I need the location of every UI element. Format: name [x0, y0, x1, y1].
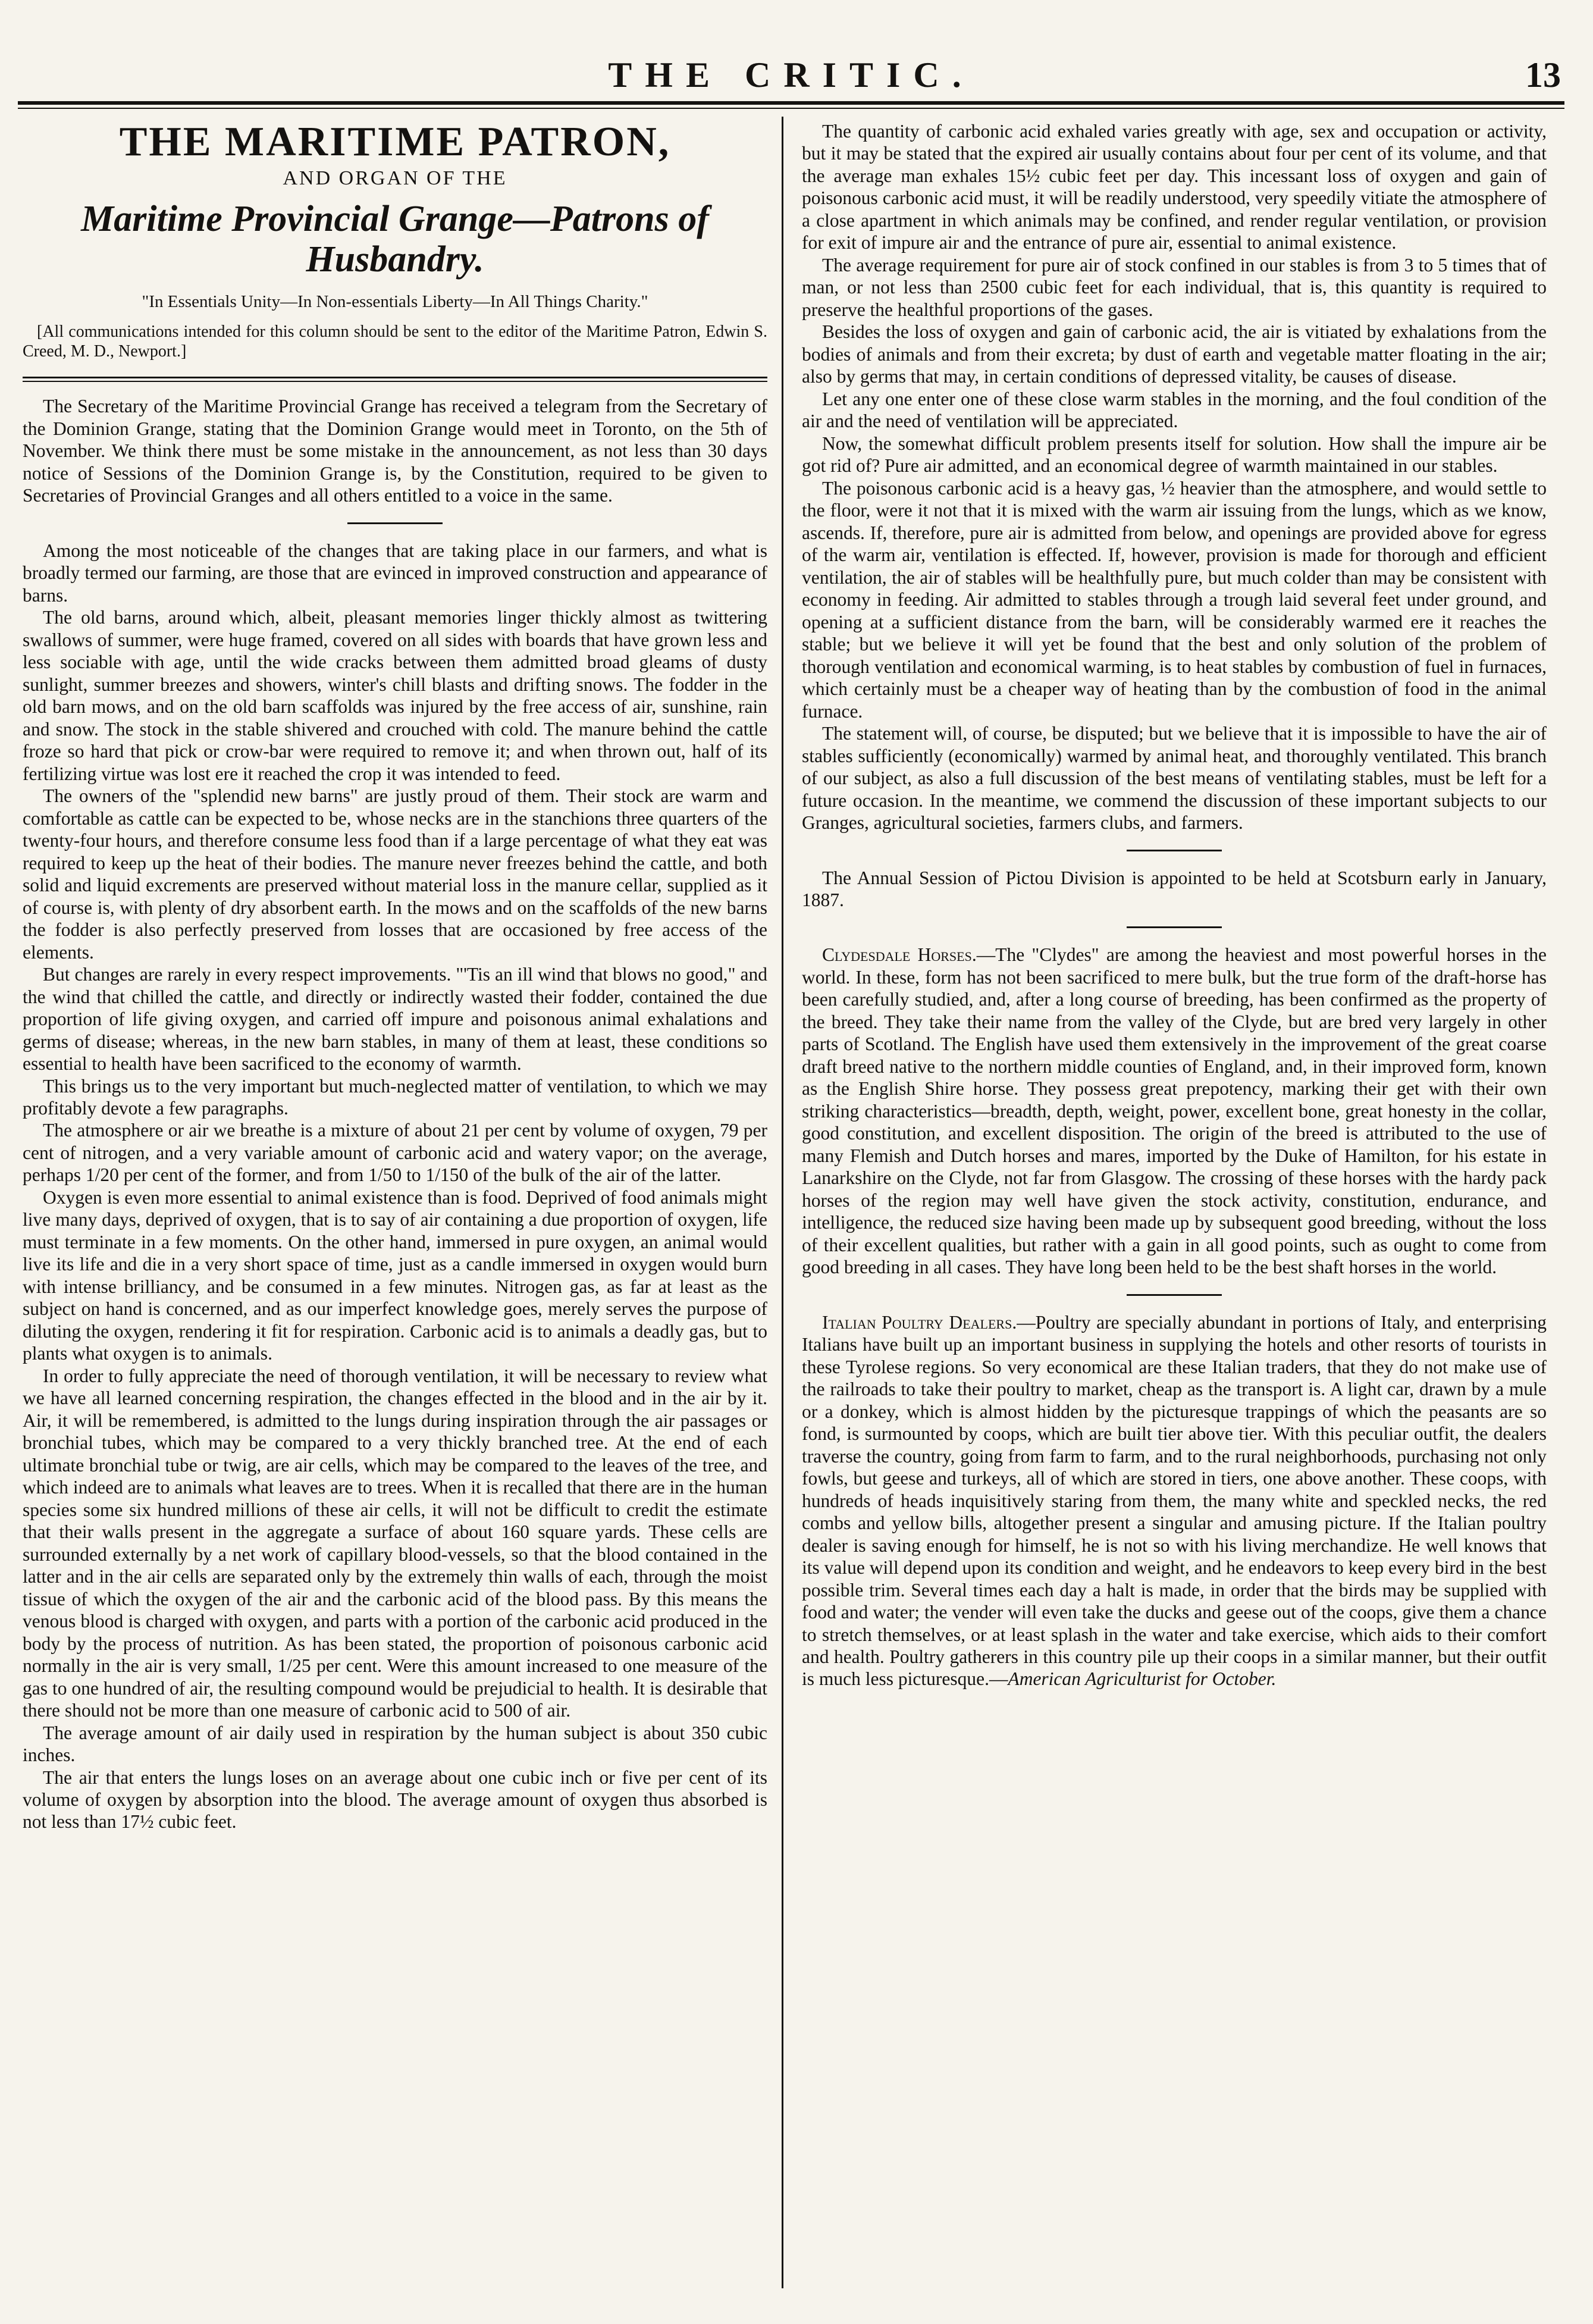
paragraph: The average amount of air daily used in respiration by the human subject is about 350 cubic inches.	[23, 1722, 767, 1766]
paragraph: The Secretary of the Maritime Provincial Grange has received a telegram from the Secretary of the Dominion Grange, stating that the Dominion Grange would meet in Toronto, on the 5th of November. We think there must be some mistake in the announcement, as not less than 30 days notice of Sessions of the Dominion Grange is, by the Constitution, required to be given to Secretaries of Provincial Granges and all others entitled to a voice in the same.	[23, 396, 767, 506]
article-lead: Clydesdale Horses.	[822, 944, 977, 966]
newspaper-page	[18, 18, 1564, 2309]
paragraph: The air that enters the lungs loses on an average about one cubic inch or five per cent of its volume of oxygen by absorption into the blood. The average amount of oxygen thus absorbed is not less than 17½ cubic feet.	[23, 1767, 767, 1833]
paragraph: In order to fully appreciate the need of thorough ventilation, it will be necessary to review what we have all learned concerning respiration, the changes effected in the blood and in the air by it. Air, it will be remembered, is admitted to the lungs during inspiration through the air passages or bronchial tubes, which may be compared to a very thickly branched tree. At the end of each ultimate bronchial tube or twig, are air cells, which may be compared to the leaves of the tree, and which indeed are to animals what leaves are to trees. When it is recalled that there are in the human species some six hundred millions of these air cells, it will not be difficult to credit the estimate that their walls present in the aggregate a surface of about 160 square yards. These cells are surrounded externally by a net work of capillary blood-vessels, so that the blood contained in the latter and in the air cells are separated only by the extremely thin walls of each, through the moist tissue of which the oxygen of the air and the carbonic acid of the blood pass. By this means the venous blood is charged with oxygen, and parts with a portion of the carbonic acid produced in the body by the process of nutrition. As has been stated, the proportion of poisonous carbonic acid normally in the air is very small, 1/25 per cent. Were this amount increased to one measure of the gas to one hundred of air, the resulting compound would be prejudicial to health. It is desirable that there should not be more than one measure of carbonic acid to 500 of air.	[23, 1365, 767, 1721]
page-number: 13	[1525, 55, 1561, 95]
article-text: —The "Clydes" are among the heaviest and most powerful horses in the world. In these, form has not been sacrificed to mere bulk, but the true form of the draft-horse has been carefully studied, and, after a long course of breeding, has been confirmed as the property of the breed. They take their name from the valley of the Clyde, but are bred very largely in other parts of Scotland. The English have used them extensively in the improvement of the great coarse draft breed native to the northern middle counties of England, and, in their improved form, known as the English Shire horse. They possess great prepotency, marking their get with their own striking characteristics—breadth, depth, weight, power, excellent bone, great honesty in the collar, good constitution, and excellent disposition. The origin of the breed is attributed to the use of many Flemish and Dutch horses and mares, imported by the Duke of Hamilton, for his estate in Lanarkshire on the Clyde, not far from Glasgow. The crossing of these horses with the hardy pack horses of the region may well have given the stock activity, constitution, endurance, and intelligence, the reduced size having been made up by subsequent good breeding, without the loss of their excellent qualities, but rather with a gain in all good points, such as ought to come from good breeding in all cases. They have long been held to be the best shaft horses in the world.	[802, 944, 1547, 1278]
article-text: —Poultry are specially abundant in portions of Italy, and enterprising Italians have built up an important business in supplying the hotels and other resorts of tourists in these Tyrolese regions. So very economical are these Italian traders, that they do not make use of the railroads to take their poultry to market, cheap as the transport is. A light car, drawn by a mule or a donkey, which is almost hidden by the picturesque trappings of which the peasants are so fond, is surmounted by coops, which are built tier above tier. With this peculiar outfit, the dealers traverse the country, going from farm to farm, and to the rural neighborhoods, purchasing not only fowls, but geese and turkeys, all of which are stored in tiers, one above another. These coops, with hundreds of heads inquisitively staring from them, the many white and speckled necks, the red combs and yellow bills, altogether present a singular and amusing picture. If the Italian poultry dealer is saving enough for himself, he is not so with his living merchandize. He well knows that its value will depend upon its condition and weight, and he endeavors to keep every bird in the best possible trim. Several times each day a halt is made, in order that the birds may be supplied with food and water; the vender will even take the ducks and geese out of the coops, give them a chance to stretch themselves, or at least splash in the water and take exercise, which aids to their comfort and health. Poultry gatherers in this country pile up their coops in a similar manner, but their outfit is much less picturesque.—	[802, 1311, 1547, 1690]
masthead-title: THE MARITIME PATRON,	[119, 120, 671, 165]
section-separator	[1127, 926, 1222, 928]
paragraph: Besides the loss of oxygen and gain of carbonic acid, the air is vitiated by exhalations from the bodies of animals and from their excreta; by dust of earth and vegetable matter floating in the air; also by germs that may, in certain conditions of depressed vitality, be causes of disease.	[802, 321, 1547, 387]
masthead	[23, 120, 767, 312]
masthead-subtitle: AND ORGAN OF THE	[283, 167, 507, 189]
paragraph: The statement will, of course, be disputed; but we believe that it is impossible to have the air of stables sufficiently (economically) warmed by animal heat, and thoroughly ventilated. This branch of our subject, as also a full discussion of the best means of ventilating stables, must be left for a future occasion. In the meantime, we commend the discussion of these important subjects to our Granges, agricultural societies, farmers clubs, and farmers.	[802, 723, 1547, 834]
left-column	[23, 120, 767, 2286]
article-lead: Italian Poultry Dealers.	[822, 1311, 1017, 1333]
header-rule-thick	[18, 101, 1564, 105]
paragraph: Among the most noticeable of the changes that are taking place in our farmers, and what is broadly termed our farming, are those that are evinced in improved construction and appearance of barns.	[23, 540, 767, 606]
clydesdale-article	[802, 944, 1547, 1278]
masthead-organ: Maritime Provincial Grange—Patrons of Husbandry.	[81, 198, 709, 280]
paragraph: The quantity of carbonic acid exhaled varies greatly with age, sex and occupation or activity, but it may be stated that the expired air usually contains about four per cent of its volume, and that the average man exhales 15½ cubic feet per day. This incessant loss of oxygen and gain of poisonous carbonic acid must, it will be readily understood, very speedily vitiate the atmosphere of a close apartment in which animals may be confined, and render regular ventilation, or provision for exit of impure air and the entrance of pure air, essential to animal existence.	[802, 121, 1547, 253]
section-separator	[1127, 850, 1222, 851]
paragraph: The old barns, around which, albeit, pleasant memories linger thickly almost as twittering swallows of summer, were huge framed, covered on all sides with boards that have grown less and less sociable with age, until the wide cracks between them admitted broad gleams of dusty sunlight, summer breezes and showers, winter's chill blasts and drifting snows. The fodder in the old barn mows, and on the old barn scaffolds was injured by the free access of air, sunshine, rain and snow. The stock in the stable shivered and crouched with cold. The manure behind the cattle froze so hard that pick or crow-bar were required to remove it; and when thrown out, half of its fertilizing virtue was lost ere it reached the crop it was intended to feed.	[23, 607, 767, 784]
column-divider	[782, 117, 783, 2288]
paragraph: The average requirement for pure air of stock confined in our stables is from 3 to 5 times that of man, or not less than 2500 cubic feet for each individual, that is, this quantity is required to preserve the healthful proportions of the gases.	[802, 254, 1547, 320]
paragraph: But changes are rarely in every respect improvements. "'Tis an ill wind that blows no good," and the wind that chilled the cattle, and directly or indirectly wasted their fodder, contained the due proportion of life giving oxygen, and carried off impure and poisonous animal exhalations and germs of disease; whereas, in the new barn stables, in many of them at least, these conditions so essential to health have been sacrificed to the economy of warmth.	[23, 964, 767, 1075]
masthead-rule	[23, 377, 767, 382]
paragraph: Oxygen is even more essential to animal existence than is food. Deprived of food animals might live many days, deprived of oxygen, that is to say of air containing a due proportion of oxygen, life must terminate in a few moments. On the other hand, immersed in pure oxygen, an animal would live its life and die in a very short space of time, just as a candle immersed in oxygen would burn with intense brilliancy, and be consumed in a few minutes. Nitrogen gas, as far at least as the subject on hand is concerned, and as our imperfect knowledge goes, merely serves the purpose of diluting the oxygen, rendering it fit for respiration. Carbonic acid is to animals a deadly gas, but to plants what oxygen is to animals.	[23, 1186, 767, 1364]
paragraph: The poisonous carbonic acid is a heavy gas, ½ heavier than the atmosphere, and would settle to the floor, were it not that it is mixed with the warm air issuing from the lungs, which as we know, ascends. If, therefore, pure air is admitted from below, and openings are provided above for egress of the warm air, ventilation is effected. If, however, provision is made for thorough and efficient ventilation, the air of stables will be healthfully pure, but much colder than may be consistent with economy in feeding. Air admitted to stables through a trough laid several feet under ground, and opening at a sufficient distance from the barn, will be considerably warmed ere it reaches the stable; but we believe it will yet be found that the best and only solution of the problem of thorough ventilation and economical warming, is to heat stables by combustion of fuel in furnaces, which certainly must be a cheaper way of heating than by the combustion of food in the animal furnace.	[802, 477, 1547, 722]
running-header	[18, 50, 1564, 98]
section-separator	[1127, 1294, 1222, 1296]
article-source: American Agriculturist for October.	[1008, 1668, 1277, 1690]
running-title: THE CRITIC.	[608, 55, 974, 95]
poultry-article	[802, 1311, 1547, 1690]
header-rule-thin	[18, 108, 1564, 109]
paragraph: Now, the somewhat difficult problem presents itself for solution. How shall the impure air be got rid of? Pure air admitted, and an economical degree of warmth maintained in our stables.	[802, 433, 1547, 477]
editor-note: [All communications intended for this column should be sent to the editor of the Maritime Patron, Edwin S. Creed, M. D., Newport.]	[23, 322, 767, 361]
notice-paragraph: The Annual Session of Pictou Division is appointed to be held at Scotsburn early in January, 1887.	[802, 867, 1547, 910]
paragraph: This brings us to the very important but much-neglected matter of ventilation, to which we may profitably devote a few paragraphs.	[23, 1075, 767, 1119]
section-separator	[347, 522, 443, 524]
paragraph: The atmosphere or air we breathe is a mixture of about 21 per cent by volume of oxygen, 79 per cent of nitrogen, and a very variable amount of carbonic acid and watery vapor; on the average, perhaps 1/20 per cent of the former, and from 1/50 to 1/150 of the bulk of the air of the latter.	[23, 1120, 767, 1186]
paragraph: Let any one enter one of these close warm stables in the morning, and the foul condition of the air and the need of ventilation will be appreciated.	[802, 388, 1547, 432]
masthead-motto: "In Essentials Unity—In Non-essentials Liberty—In All Things Charity."	[142, 292, 648, 312]
right-column	[802, 120, 1547, 2286]
paragraph: The owners of the "splendid new barns" are justly proud of them. Their stock are warm and comfortable as cattle can be expected to be, whose necks are in the stanchions three quarters of the twenty-four hours, and therefore consume less food than if a large percentage of what they eat was required to keep up the heat of their bodies. The manure never freezes behind the cattle, and both solid and liquid excrements are preserved without material loss in the manure cellar, supplied as it of course is, with plenty of dry absorbent earth. In the mows and on the scaffolds of the new barns the fodder is also perfectly preserved from losses that are occasioned by free access of the elements.	[23, 785, 767, 963]
